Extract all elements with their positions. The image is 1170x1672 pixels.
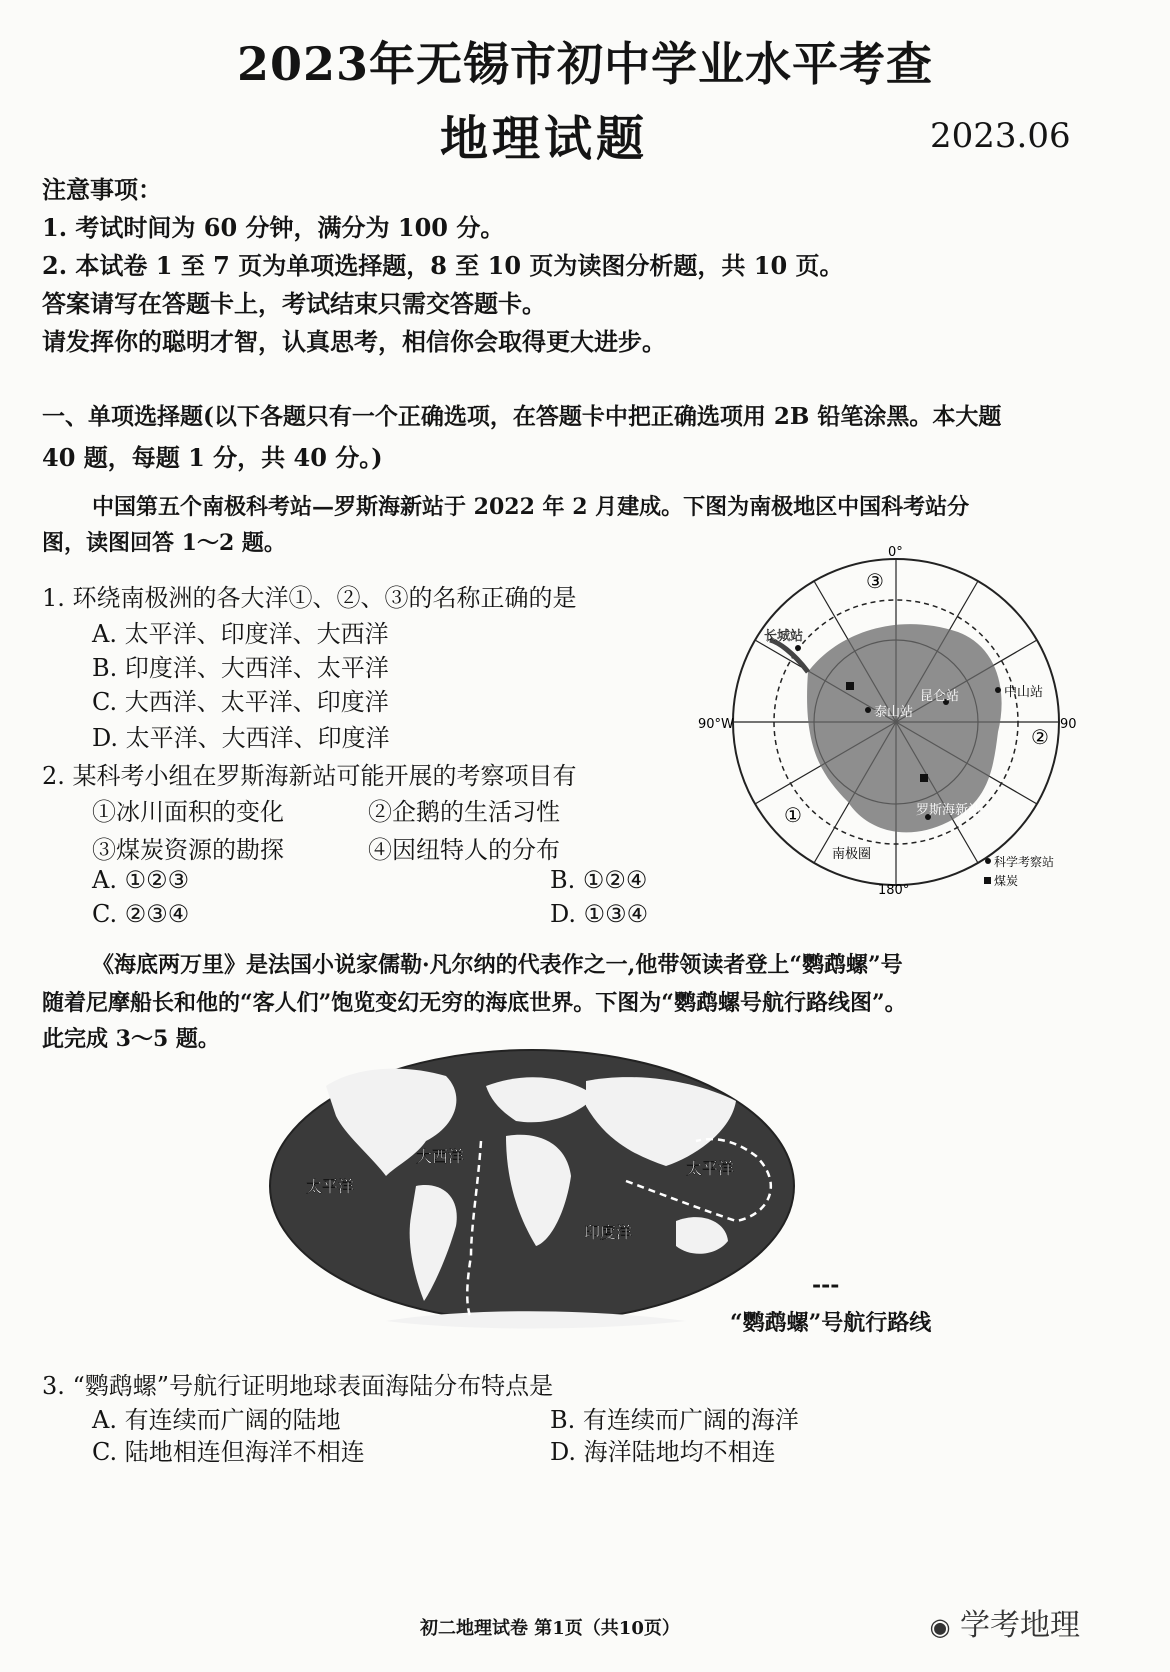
choice-item: ①冰川面积的变化 (92, 798, 284, 826)
ocean-3: ③ (866, 569, 884, 593)
label-changcheng: 长城站 (764, 629, 804, 644)
question-stem: 2. 某科考小组在罗斯海新站可能开展的考察项目有 (42, 762, 577, 790)
option-a: A. 太平洋、印度洋、大西洋 (92, 620, 389, 648)
label-atlantic: 大西洋 (416, 1147, 465, 1166)
option-b: B. ①②④ (550, 866, 648, 894)
route-legend-text: “鹦鹉螺”号航行路线 (730, 1310, 932, 1336)
legend-coal: 煤炭 (994, 874, 1019, 888)
antarctic-map (698, 542, 1078, 902)
notice-heading: 注意事项： (42, 175, 162, 204)
ocean-1: ① (784, 803, 802, 827)
label-ross: 罗斯海新站 (916, 803, 982, 818)
passage-text: 图，读图回答 1～2 题。 (42, 530, 286, 556)
notice-item: 2. 本试卷 1 至 7 页为单项选择题，8 至 10 页为读图分析题，共 10 页。 (42, 251, 844, 280)
ocean-2: ② (1031, 725, 1049, 749)
antarctica (386, 1311, 686, 1328)
label-90e: 90 (1060, 717, 1077, 732)
subject-title: 地理试题 (440, 111, 649, 167)
label-90w: 90°W (698, 717, 734, 732)
option-d: D. 太平洋、大西洋、印度洋 (92, 724, 390, 752)
section-heading: 一、单项选择题(以下各题只有一个正确选项，在答题卡中把正确选项用 2B 铅笔涂黑。本大题 (42, 403, 1002, 430)
option-d: D. ①③④ (550, 900, 649, 928)
passage-text: 此完成 3～5 题。 (42, 1026, 220, 1052)
option-d: D. 海洋陆地均不相连 (550, 1438, 776, 1466)
label-pacific-east: 太平洋 (686, 1159, 735, 1178)
label-zhongshan: 中山站 (1004, 685, 1044, 700)
notice-item: 1. 考试时间为 60 分钟，满分为 100 分。 (42, 213, 505, 242)
section-heading-cont: 40 题，每题 1 分，共 40 分。) (42, 443, 383, 472)
label-0: 0° (888, 545, 903, 560)
option-a: A. 有连续而广阔的陆地 (92, 1406, 341, 1434)
passage-text: 中国第五个南极科考站—罗斯海新站于 2022 年 2 月建成。下图为南极地区中国科考站分 (92, 494, 970, 520)
page-footer: 初二地理试卷 第1页（共10页） (420, 1618, 680, 1639)
legend-station: 科学考察站 (994, 855, 1055, 869)
passage-text: 《海底两万里》是法国小说家儒勒·凡尔纳的代表作之一,他带领读者登上“鹦鹉螺”号 (92, 952, 903, 978)
label-circle: 南极圈 (832, 847, 872, 862)
exam-date: 2023.06 (930, 116, 1071, 156)
option-c: C. 陆地相连但海洋不相连 (92, 1438, 365, 1466)
option-b: B. 印度洋、大西洋、太平洋 (92, 654, 389, 682)
choice-item: ④因纽特人的分布 (368, 836, 560, 864)
option-c: C. 大西洋、太平洋、印度洋 (92, 688, 389, 716)
antarctica-shape (807, 624, 1002, 832)
label-taishan: 泰山站 (874, 705, 914, 720)
choice-item: ②企鹅的生活习性 (368, 798, 560, 826)
world-route-map (266, 1046, 966, 1346)
exam-title: 2023年无锡市初中学业水平考查 (236, 37, 934, 91)
notice-item: 答案请写在答题卡上，考试结束只需交答题卡。 (42, 289, 546, 318)
question-stem: 3. “鹦鹉螺”号航行证明地球表面海陆分布特点是 (42, 1372, 554, 1400)
label-kunlun: 昆仑站 (920, 689, 960, 704)
option-b: B. 有连续而广阔的海洋 (550, 1406, 799, 1434)
label-indian: 印度洋 (584, 1223, 633, 1242)
route-legend-line: --- (812, 1272, 840, 1298)
label-180: 180° (878, 883, 910, 898)
logo (930, 1600, 1081, 1644)
option-a: A. ①②③ (92, 866, 190, 894)
option-c: C. ②③④ (92, 900, 190, 928)
logo-text: 学考地理 (960, 1608, 1080, 1643)
label-pacific-west: 太平洋 (306, 1177, 355, 1196)
wechat-icon: ◉ (929, 1613, 951, 1641)
choice-item: ③煤炭资源的勘探 (92, 836, 284, 864)
notice-item: 请发挥你的聪明才智，认真思考，相信你会取得更大进步。 (42, 327, 666, 356)
question-stem: 1. 环绕南极洲的各大洋①、②、③的名称正确的是 (42, 584, 577, 612)
passage-text: 随着尼摩船长和他的“客人们”饱览变幻无穷的海底世界。下图为“鹦鹉螺号航行路线图”。 (42, 990, 907, 1016)
